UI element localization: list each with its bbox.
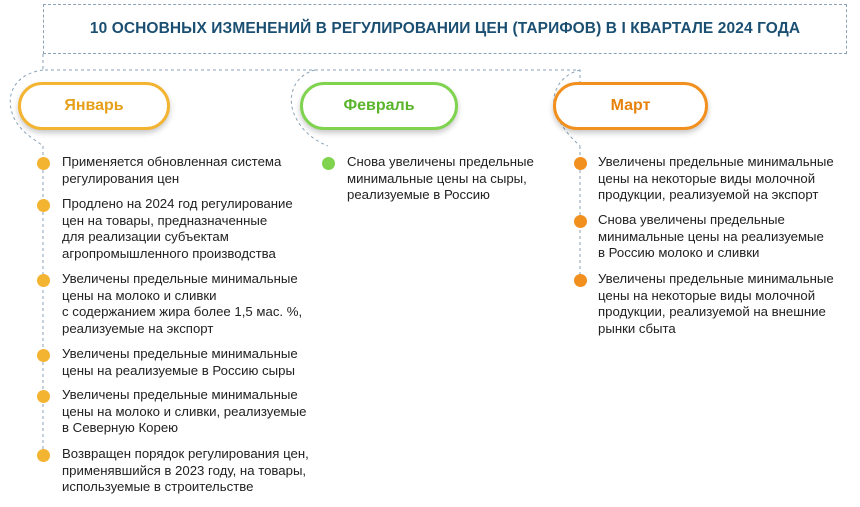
bullet-january-5: [37, 390, 50, 403]
bullet-january-1: [37, 157, 50, 170]
bullet-january-3: [37, 274, 50, 287]
month-march: Март: [553, 82, 708, 130]
march-item-3: Увеличены предельные минимальные цены на некоторые виды молочной продукции, реализуемой на внешние рынки сбыта: [598, 271, 834, 336]
january-item-6: Возвращен порядок регулирования цен, применявшийся в 2023 году, на товары, используемые в строительстве: [62, 446, 309, 494]
bullet-january-2: [37, 199, 50, 212]
february-item-1: Снова увеличены предельные минимальные цены на сыры, реализуемые в Россию: [347, 154, 534, 202]
bullet-january-6: [37, 449, 50, 462]
bullet-february-1: [322, 157, 335, 170]
january-item-3: Увеличены предельные минимальные цены на молоко и сливки с содержанием жира более 1,5 мас. %, реализуемые на экспорт: [62, 271, 303, 336]
january-item-5: Увеличены предельные минимальные цены на молоко и сливки, реализуемые в Северную Корею: [62, 387, 307, 435]
january-item-2: Продлено на 2024 год регулирование цен на товары, предназначенные для реализации субъектам агропромышленного производства: [62, 196, 293, 261]
bullet-january-4: [37, 349, 50, 362]
january-item-1: Применяется обновленная система регулирования цен: [62, 154, 282, 186]
bullet-march-1: [574, 157, 587, 170]
page-title: 10 ОСНОВНЫХ ИЗМЕНЕНИЙ В РЕГУЛИРОВАНИИ ЦЕН (ТАРИФОВ) В I КВАРТАЛЕ 2024 ГОДА: [89, 20, 801, 37]
march-item-2: Снова увеличены предельные минимальные цены на реализуемые в Россию молоко и сливки: [598, 212, 824, 260]
march-item-1: Увеличены предельные минимальные цены на некоторые виды молочной продукции, реализуемой на экспорт: [598, 154, 834, 202]
bullet-march-3: [574, 274, 587, 287]
month-january: Январь: [18, 82, 170, 130]
month-february: Февраль: [300, 82, 458, 130]
january-item-4: Увеличены предельные минимальные цены на реализуемые в Россию сыры: [62, 346, 298, 378]
bullet-march-2: [574, 215, 587, 228]
